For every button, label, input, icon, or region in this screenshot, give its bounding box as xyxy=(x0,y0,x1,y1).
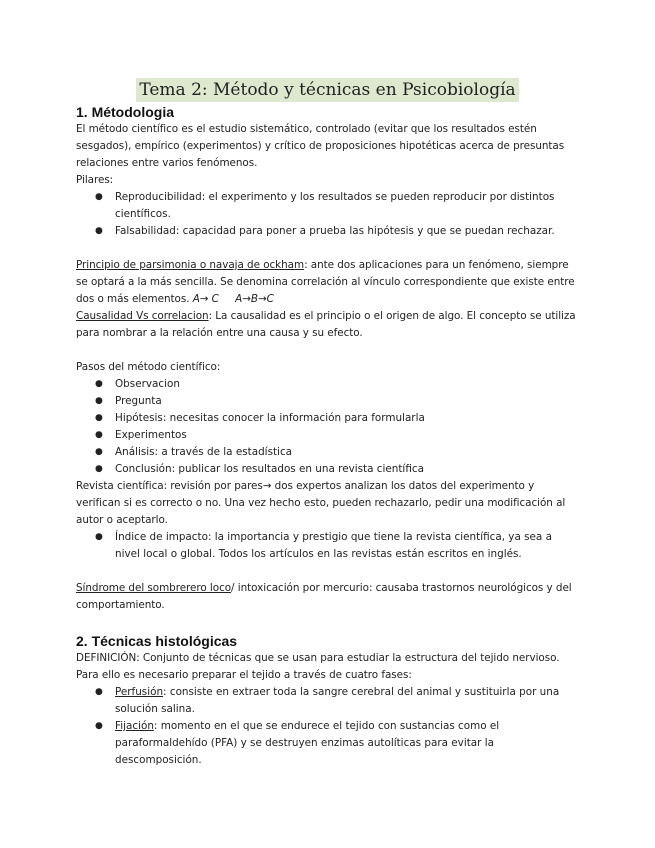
bullet-icon: ● xyxy=(95,379,103,389)
sindrome-paragraph: Síndrome del sombrerero loco/ intoxicación por mercurio: causaba trastornos neurológicos y del comportamiento. xyxy=(76,582,572,611)
fases-intro: Para ello es necesario preparar el tejido a través de cuatro fases: xyxy=(76,669,412,681)
spacer xyxy=(76,240,580,257)
pilares-list xyxy=(76,189,580,240)
pilares-label: Pilares: xyxy=(76,174,114,186)
bullet-icon: ● xyxy=(95,464,103,474)
spacer xyxy=(76,342,580,359)
bullet-icon: ● xyxy=(95,226,103,236)
bullet-icon: ● xyxy=(95,192,103,202)
bullet-icon: ● xyxy=(95,721,103,731)
ockham-formula: A→ C A→B→C xyxy=(192,293,274,305)
bullet-icon: ● xyxy=(95,413,103,423)
intro-paragraph: El método científico es el estudio sistemático, controlado (evitar que los resultados estén sesgados), empírico (experimentos) y crítico de proposiciones hipotéticas acerca de presuntas relaciones entre varios fenómenos. xyxy=(76,123,565,169)
bullet-icon: ● xyxy=(95,396,103,406)
definicion-paragraph: DEFINICIÓN: Conjunto de técnicas que se usan para estudiar la estructura del tejido nervioso. xyxy=(76,652,560,664)
list-item: ● Reproducibilidad: el experimento y los resultados se pueden reproducir por distintos científicos. xyxy=(95,191,555,220)
pasos-label: Pasos del método científico: xyxy=(76,361,221,373)
sindrome-term: Síndrome del sombrerero loco xyxy=(76,582,232,594)
bullet-icon: ● xyxy=(95,447,103,457)
list-item: ● Análisis: a través de la estadística xyxy=(76,444,580,461)
list-item: ● Hipótesis: necesitas conocer la información para formularla xyxy=(76,410,580,427)
section-heading-tecnicas: 2. Técnicas histológicas xyxy=(76,633,238,649)
page-title: Tema 2: Método y técnicas en Psicobiología xyxy=(136,78,518,102)
spacer xyxy=(76,614,580,633)
ockham-term: Principio de parsimonia o navaja de ockham xyxy=(76,259,305,271)
list-item: ● Fijación: momento en el que se endurece el tejido con sustancias como el paraformaldehído (PFA) y se destruyen enzimas autolíticas para evitar la descomposición. xyxy=(95,720,500,766)
ockham-paragraph: Principio de parsimonia o navaja de ockham: ante dos aplicaciones para un fenómeno, siempre se optará a la más sencilla. Se denomina correlación al vínculo correspondiente que existe entre dos o más elementos. A→ C A→B→C xyxy=(76,259,575,305)
bullet-icon: ● xyxy=(95,430,103,440)
list-item: ● Índice de impacto: la importancia y prestigio que tiene la revista científica, ya sea a nivel local o global. Todos los artículos en las revistas están escritos en inglés. xyxy=(95,531,552,560)
list-item: ● Perfusión: consiste en extraer toda la sangre cerebral del animal y sustituirla por una solución salina. xyxy=(95,686,560,715)
bullet-icon: ● xyxy=(95,687,103,697)
spacer xyxy=(76,563,580,580)
title-wrap xyxy=(0,78,655,102)
causalidad-paragraph: Causalidad Vs correlacion: La causalidad es el principio o el origen de algo. El concepto se utiliza para nombrar a la relación entre una causa y su efecto. xyxy=(76,310,576,339)
list-item: ● Falsabilidad: capacidad para poner a prueba las hipótesis y que se puedan rechazar. xyxy=(76,223,580,240)
pasos-list xyxy=(76,376,580,478)
fases-list xyxy=(76,684,580,769)
revista-paragraph: Revista científica: revisión por pares→ dos expertos analizan los datos del experimento y verifican si es correcto o no. Una vez hecho esto, pueden rechazarlo, pedir una modificación al autor o aceptarlo. xyxy=(76,480,566,526)
document-body xyxy=(76,104,580,769)
impacto-list xyxy=(76,529,580,563)
list-item: ● Pregunta xyxy=(76,393,580,410)
causalidad-term: Causalidad Vs correlacion xyxy=(76,310,209,322)
list-item: ● Observacion xyxy=(76,376,580,393)
bullet-icon: ● xyxy=(95,532,103,542)
list-item: ● Conclusión: publicar los resultados en una revista científica xyxy=(76,461,580,478)
list-item: ● Experimentos xyxy=(76,427,580,444)
section-heading-metodologia: 1. Métodologia xyxy=(76,104,174,120)
